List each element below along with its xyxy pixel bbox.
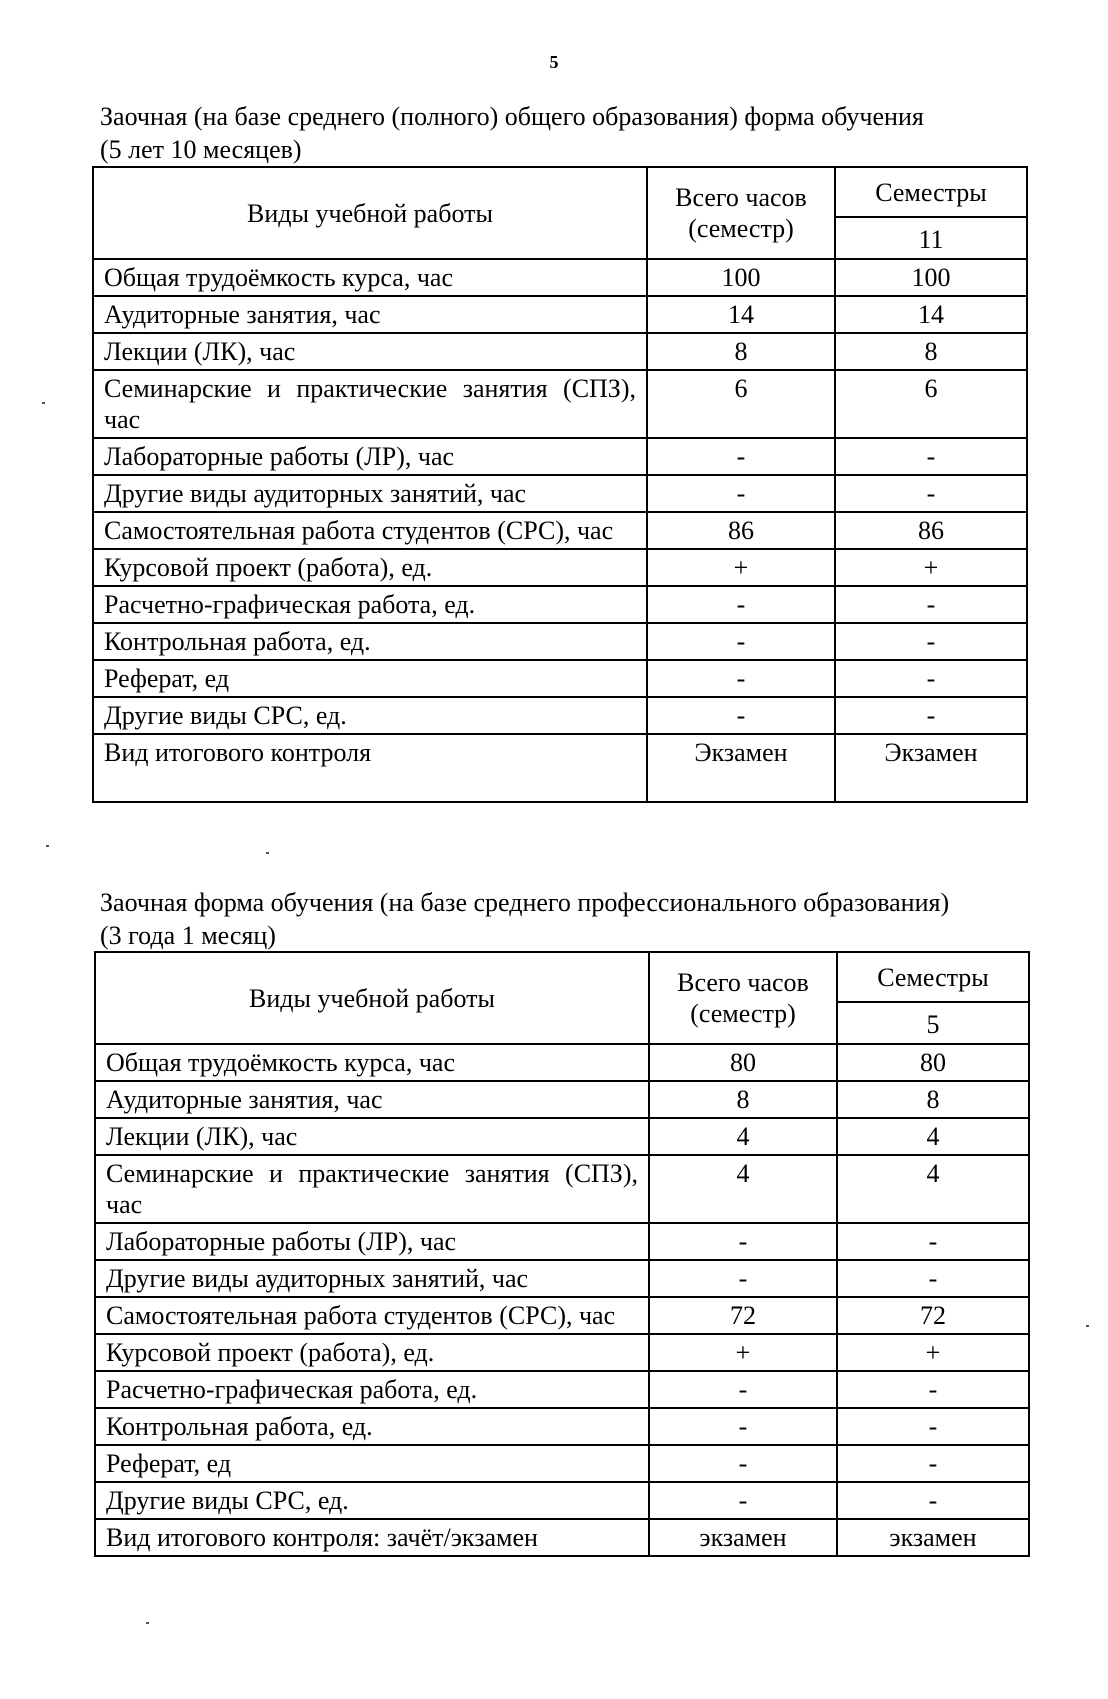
work-type-cell: Другие виды аудиторных занятий, час	[93, 475, 647, 512]
work-type-cell: Курсовой проект (работа), ед.	[95, 1334, 649, 1371]
header-total-hours: Всего часов (семестр)	[649, 952, 837, 1044]
semester-hours-cell: -	[835, 697, 1027, 734]
table-row	[95, 1044, 1029, 1081]
semester-hours-cell: -	[835, 438, 1027, 475]
work-type-cell: Общая трудоёмкость курса, час	[93, 259, 647, 296]
work-type-cell: Другие виды СРС, ед.	[95, 1482, 649, 1519]
total-hours-cell: -	[647, 697, 835, 734]
semester-hours-cell: экзамен	[837, 1519, 1029, 1556]
work-type-cell: Общая трудоёмкость курса, час	[95, 1044, 649, 1081]
scan-speck	[46, 845, 49, 847]
semester-hours-cell: -	[835, 586, 1027, 623]
total-hours-cell: 4	[649, 1155, 837, 1223]
work-type-cell: Реферат, ед	[93, 660, 647, 697]
semester-hours-cell: 8	[835, 333, 1027, 370]
work-type-cell: Семинарские и практические занятия (СПЗ), час	[93, 370, 647, 438]
table-row	[93, 586, 1027, 623]
table-row	[95, 1260, 1029, 1297]
semester-hours-cell: 72	[837, 1297, 1029, 1334]
scan-speck	[1086, 1325, 1089, 1327]
section-duration: (3 года 1 месяц)	[100, 921, 276, 950]
semester-hours-cell: -	[837, 1408, 1029, 1445]
table-row	[95, 1408, 1029, 1445]
semester-hours-cell: +	[835, 549, 1027, 586]
table-row	[93, 623, 1027, 660]
total-hours-cell: -	[647, 623, 835, 660]
total-hours-cell: 72	[649, 1297, 837, 1334]
table-row	[93, 370, 1027, 438]
work-type-cell: Расчетно-графическая работа, ед.	[93, 586, 647, 623]
total-hours-cell: -	[649, 1371, 837, 1408]
work-type-cell: Лекции (ЛК), час	[93, 333, 647, 370]
table-row	[95, 1519, 1029, 1556]
header-total-hours: Всего часов (семестр)	[647, 167, 835, 259]
table-row	[95, 1445, 1029, 1482]
section-title-line: Заочная (на базе среднего (полного) общего образования) форма обучения	[100, 102, 924, 131]
work-type-cell: Самостоятельная работа студентов (СРС), час	[95, 1297, 649, 1334]
table-row	[93, 333, 1027, 370]
table-row	[93, 296, 1027, 333]
semester-hours-cell: -	[837, 1445, 1029, 1482]
work-type-cell: Вид итогового контроля	[93, 734, 647, 802]
header-semesters: Семестры	[837, 952, 1029, 1002]
work-type-cell: Другие виды аудиторных занятий, час	[95, 1260, 649, 1297]
total-hours-cell: +	[647, 549, 835, 586]
table-body	[93, 259, 1027, 802]
semester-hours-cell: -	[837, 1371, 1029, 1408]
table-row	[95, 1081, 1029, 1118]
page-number: 5	[549, 52, 559, 72]
work-type-cell: Лекции (ЛК), час	[95, 1118, 649, 1155]
total-hours-cell: -	[649, 1482, 837, 1519]
work-type-cell: Самостоятельная работа студентов (СРС), час	[93, 512, 647, 549]
semester-hours-cell: Экзамен	[835, 734, 1027, 802]
total-hours-cell: Экзамен	[647, 734, 835, 802]
table-row	[95, 1482, 1029, 1519]
table-row	[93, 259, 1027, 296]
semester-hours-cell: 4	[837, 1155, 1029, 1223]
total-hours-cell: экзамен	[649, 1519, 837, 1556]
header-work-type: Виды учебной работы	[95, 952, 649, 1044]
work-type-cell: Аудиторные занятия, час	[93, 296, 647, 333]
section-title-part-time-professional	[100, 886, 1060, 952]
semester-hours-cell: 6	[835, 370, 1027, 438]
section-title-line: Заочная форма обучения (на базе среднего профессионального образования)	[100, 888, 950, 917]
work-type-cell: Другие виды СРС, ед.	[93, 697, 647, 734]
semester-hours-cell: 86	[835, 512, 1027, 549]
total-hours-cell: +	[649, 1334, 837, 1371]
table-row	[95, 1334, 1029, 1371]
total-hours-cell: -	[649, 1223, 837, 1260]
total-hours-cell: -	[647, 438, 835, 475]
work-type-cell: Лабораторные работы (ЛР), час	[93, 438, 647, 475]
table-row	[93, 438, 1027, 475]
section-duration: (5 лет 10 месяцев)	[100, 135, 302, 164]
total-hours-cell: 8	[649, 1081, 837, 1118]
total-hours-cell: -	[649, 1260, 837, 1297]
work-type-cell: Контрольная работа, ед.	[93, 623, 647, 660]
workload-table-professional	[94, 951, 1030, 1557]
semester-hours-cell: -	[835, 623, 1027, 660]
table-row	[95, 1223, 1029, 1260]
work-type-cell: Контрольная работа, ед.	[95, 1408, 649, 1445]
table-row	[95, 1118, 1029, 1155]
work-type-cell: Расчетно-графическая работа, ед.	[95, 1371, 649, 1408]
table-row	[93, 512, 1027, 549]
total-hours-cell: -	[647, 475, 835, 512]
scan-speck	[146, 1622, 149, 1624]
scan-speck	[42, 402, 45, 404]
table-row	[93, 660, 1027, 697]
table-row	[93, 475, 1027, 512]
total-hours-cell: 86	[647, 512, 835, 549]
total-hours-cell: -	[649, 1408, 837, 1445]
semester-hours-cell: +	[837, 1334, 1029, 1371]
header-semester-number: 11	[835, 217, 1027, 259]
header-semesters: Семестры	[835, 167, 1027, 217]
total-hours-cell: 6	[647, 370, 835, 438]
total-hours-cell: 4	[649, 1118, 837, 1155]
total-hours-cell: -	[647, 660, 835, 697]
table-row	[95, 1297, 1029, 1334]
work-type-cell: Аудиторные занятия, час	[95, 1081, 649, 1118]
total-hours-cell: 14	[647, 296, 835, 333]
total-hours-cell: 8	[647, 333, 835, 370]
scan-speck	[266, 852, 269, 854]
section-title-full-time-general	[100, 100, 1060, 166]
work-type-cell: Вид итогового контроля: зачёт/экзамен	[95, 1519, 649, 1556]
table-row	[93, 734, 1027, 802]
table-row	[95, 1155, 1029, 1223]
semester-hours-cell: -	[837, 1260, 1029, 1297]
table-body	[95, 1044, 1029, 1556]
header-semester-number: 5	[837, 1002, 1029, 1044]
semester-hours-cell: -	[835, 475, 1027, 512]
workload-table-general	[92, 166, 1028, 803]
work-type-cell: Реферат, ед	[95, 1445, 649, 1482]
semester-hours-cell: -	[837, 1482, 1029, 1519]
table-row	[93, 697, 1027, 734]
total-hours-cell: 100	[647, 259, 835, 296]
semester-hours-cell: 80	[837, 1044, 1029, 1081]
semester-hours-cell: -	[835, 660, 1027, 697]
table-row	[95, 1371, 1029, 1408]
semester-hours-cell: 4	[837, 1118, 1029, 1155]
semester-hours-cell: -	[837, 1223, 1029, 1260]
semester-hours-cell: 14	[835, 296, 1027, 333]
total-hours-cell: -	[649, 1445, 837, 1482]
table-row	[93, 549, 1027, 586]
total-hours-cell: 80	[649, 1044, 837, 1081]
work-type-cell: Курсовой проект (работа), ед.	[93, 549, 647, 586]
total-hours-cell: -	[647, 586, 835, 623]
work-type-cell: Лабораторные работы (ЛР), час	[95, 1223, 649, 1260]
semester-hours-cell: 100	[835, 259, 1027, 296]
work-type-cell: Семинарские и практические занятия (СПЗ), час	[95, 1155, 649, 1223]
header-work-type: Виды учебной работы	[93, 167, 647, 259]
semester-hours-cell: 8	[837, 1081, 1029, 1118]
